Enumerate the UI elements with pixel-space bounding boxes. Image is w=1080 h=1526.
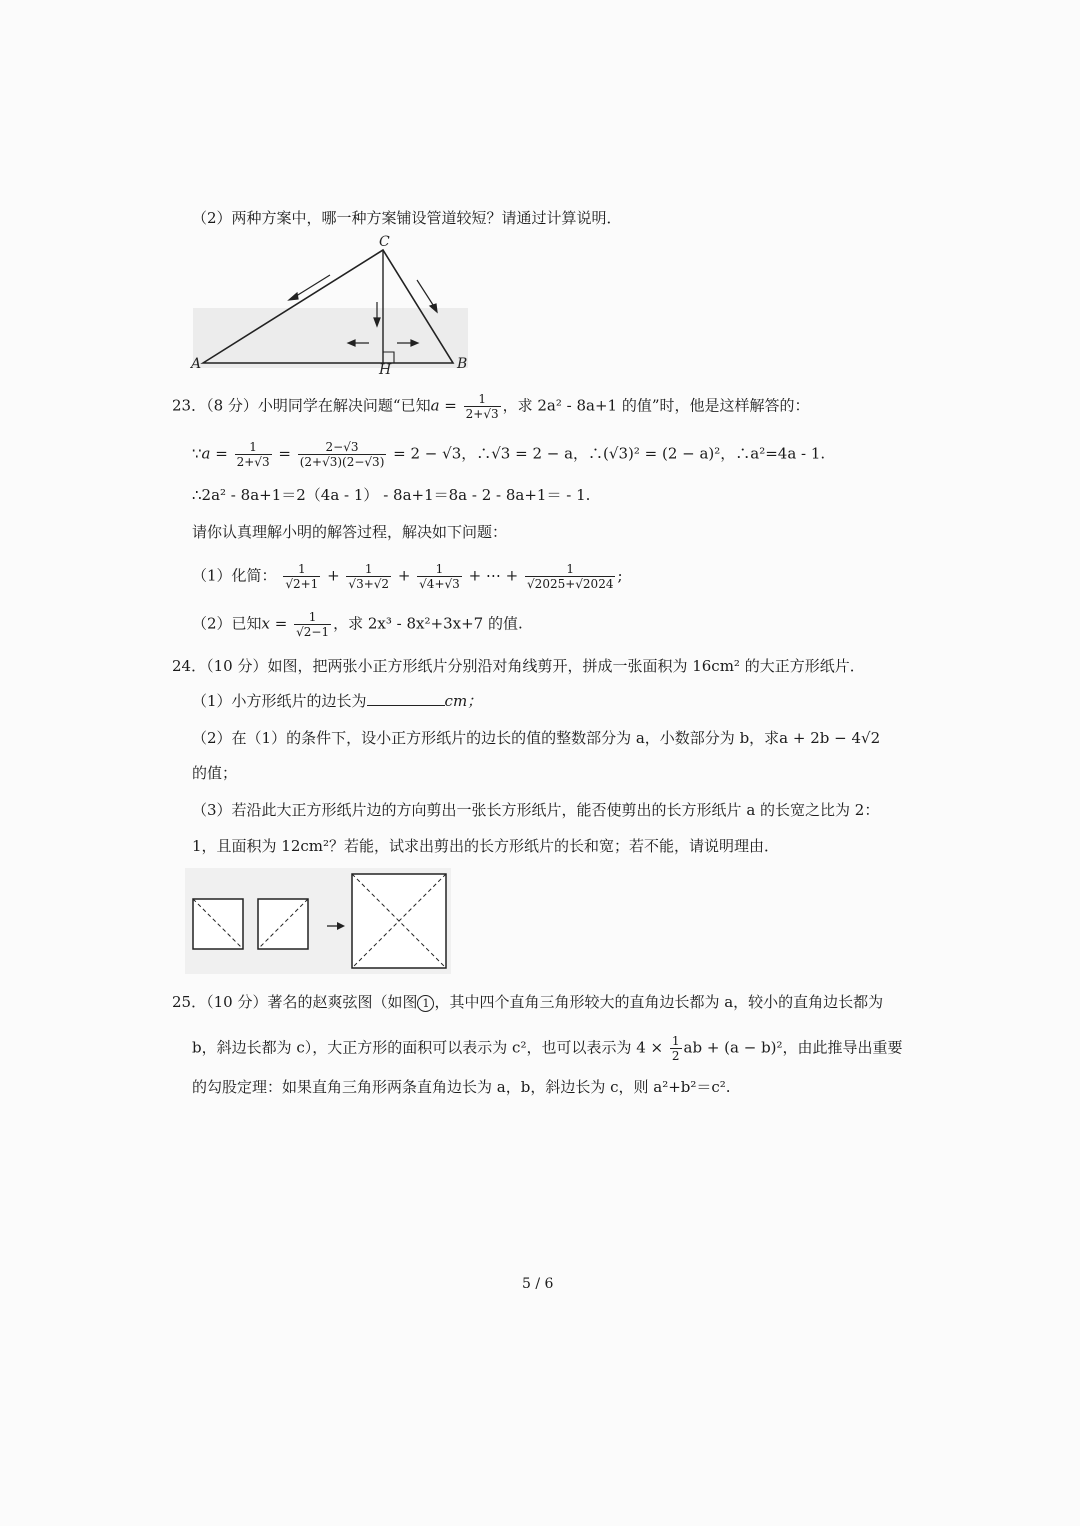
- p1-term-3: $\frac{1}{√4+√3}$: [419, 562, 460, 591]
- label-a: A: [191, 356, 202, 372]
- triangle-figure: [185, 230, 475, 375]
- answer-blank[interactable]: [367, 691, 445, 706]
- q23-step2: ∴2a² - 8a+1＝2（4a - 1） - 8a+1＝8a - 2 - 8a+1＝ - 1.: [192, 486, 591, 504]
- q23-intro-fraction: $\frac{1}{2+√3}$: [465, 392, 499, 421]
- label-b: B: [457, 356, 468, 372]
- arrow-cb: [417, 280, 435, 308]
- q25-line2: b，斜边长都为 c），大正方形的面积可以表示为 c²，也可以表示为 4 × $\frac{1}{2}$ ab + (a − b)²，由此推导出重要: [192, 1034, 903, 1063]
- figure-shading: [193, 308, 468, 368]
- q25-line1: 25．（10 分）著名的赵爽弦图（如图 1 ，其中四个直角三角形较大的直角边长都为 a，较小的直角边长都为: [172, 993, 884, 1011]
- step1-frac2: $\frac{2-√3}{(2+√3)(2-√3)}$: [299, 440, 385, 469]
- q23-intro-a: 23．（8 分）小明同学在解决问题“已知: [172, 396, 431, 415]
- q24-intro: 24．（10 分）如图，把两张小正方形纸片分别沿对角线剪开，拼成一张面积为 16cm² 的大正方形纸片．: [172, 657, 865, 675]
- label-h: H: [379, 362, 392, 375]
- q23-intro-b: ，求 2a² - 8a+1 的值”时，他是这样解答的：: [502, 396, 810, 415]
- half-fraction: $\frac{1}{2}$: [671, 1034, 680, 1063]
- q23-prompt: 请你认真理解小明的解答过程，解决如下问题：: [192, 523, 508, 541]
- page-number: 5 / 6: [522, 1276, 554, 1292]
- arrow-ca-head: [289, 293, 298, 300]
- squares-figure: [185, 868, 455, 976]
- q22-part2-text: （2）两种方案中，哪一种方案铺设管道较短？请通过计算说明．: [192, 209, 622, 227]
- step1-frac1: $\frac{1}{2+√3}$: [236, 440, 270, 469]
- q24-part2-line1: （2）在（1）的条件下，设小正方形纸片的边长的值的整数部分为 a，小数部分为 b，求a + 2b − 4√2: [192, 729, 881, 747]
- label-c: C: [379, 234, 390, 250]
- step1-rest: = 2 − √3，∴√3 = 2 − a，∴(√3)² = (2 − a)²，∴a²=4a - 1.: [393, 444, 826, 463]
- q23-part1: （1）化简： $\frac{1}{√2+1}$ + $\frac{1}{√3+√2}$ + $\frac{1}{√4+√3}$ + ⋯ + $\frac{1}{√2025+√2024}$ ;: [192, 562, 623, 591]
- p1-term-4: $\frac{1}{√2025+√2024}$: [527, 562, 614, 591]
- q23-step1: ∵a = $\frac{1}{2+√3}$ = $\frac{2-√3}{(2+√3)(2-√3)}$ = 2 − √3，∴√3 = 2 − a，∴(√3)² = (2 − a)²，∴a²=4a - 1.: [192, 440, 826, 469]
- circled-number: 1: [417, 995, 434, 1012]
- p2-frac: $\frac{1}{√2-1}$: [296, 610, 330, 639]
- q24-part1: （1）小方形纸片的边长为 cm；: [192, 692, 483, 710]
- p1-term-1: $\frac{1}{√2+1}$: [285, 562, 319, 591]
- q24-part2-line2: 的值；: [192, 764, 238, 782]
- q24-part3-line1: （3）若沿此大正方形纸片边的方向剪出一张长方形纸片，能否使剪出的长方形纸片 a 的长宽之比为 2：: [192, 801, 880, 819]
- p1-term-2: $\frac{1}{√3+√2}$: [348, 562, 390, 591]
- q23-part2: （2）已知x = $\frac{1}{√2-1}$ ，求 2x³ - 8x²+3x+7 的值.: [192, 610, 523, 639]
- q25-line3: 的勾股定理：如果直角三角形两条直角边长为 a，b，斜边长为 c，则 a²+b²＝c².: [192, 1078, 731, 1096]
- q24-part3-line2: 1，且面积为 12cm²？若能，试求出剪出的长方形纸片的长和宽；若不能，请说明理由．: [192, 837, 780, 855]
- q23-intro: 23．（8 分）小明同学在解决问题“已知a = $\frac{1}{2+√3}$ ，求 2a² - 8a+1 的值”时，他是这样解答的：: [172, 392, 810, 421]
